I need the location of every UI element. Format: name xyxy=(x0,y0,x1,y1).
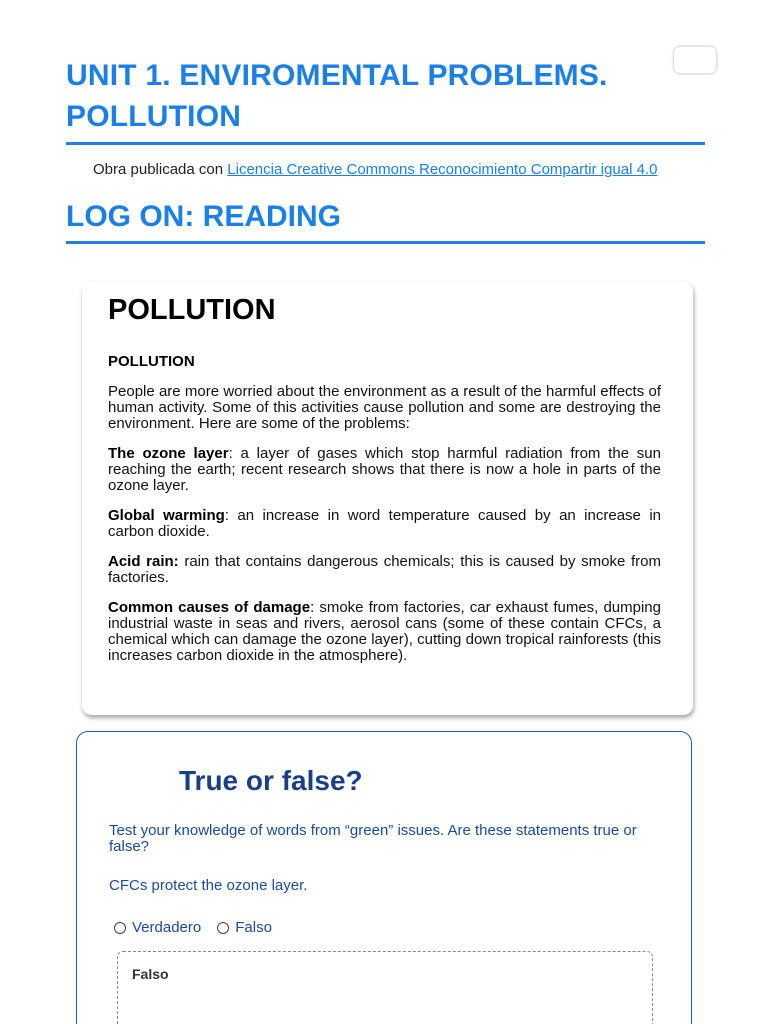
item-term: The ozone layer xyxy=(108,445,229,462)
item-acid-rain xyxy=(108,554,661,586)
radio-falso[interactable] xyxy=(217,922,229,934)
reading-content xyxy=(108,293,661,678)
item-text: : a layer of gases which stop harmful radiation from the sun reaching the earth; recent research shows that there is now a hole in parts of the ozone layer. xyxy=(108,445,661,494)
unit-title: UNIT 1. ENVIROMENTAL PROBLEMS. POLLUTION xyxy=(66,59,608,133)
intro-paragraph: People are more worried about the environment as a result of the harmful effects of human activity. Some of this activities cause pollution and some are destroying the environment. Here are some of the problems: xyxy=(108,383,661,432)
quiz-title: True or false? xyxy=(179,765,363,796)
quiz-question: CFCs protect the ozone layer. xyxy=(109,877,308,894)
item-text: : smoke from factories, car exhaust fumes, dumping industrial waste in seas and rivers, aerosol cans (some of these contain CFCs, a chemical which can damage the ozone layer), cutting down tropical rainforests (this increases carbon dioxide in the atmosphere). xyxy=(108,599,661,664)
answer-feedback-box xyxy=(117,951,653,1024)
section-title: LOG ON: READING xyxy=(66,200,341,233)
option-label: Verdadero xyxy=(132,919,202,936)
answer-label: Falso xyxy=(132,966,169,982)
option-falso[interactable] xyxy=(217,919,272,936)
reading-card xyxy=(82,281,693,715)
item-ozone-layer xyxy=(108,446,661,494)
quiz-description: Test your knowledge of words from “green” issues. Are these statements true or false? xyxy=(109,822,637,855)
license-notice xyxy=(93,161,657,178)
quiz-box xyxy=(76,731,692,1024)
card-title: POLLUTION xyxy=(108,294,276,326)
license-link[interactable]: Licencia Creative Commons Reconocimiento Compartir igual 4.0 xyxy=(227,161,658,178)
item-common-causes xyxy=(108,600,661,664)
radio-verdadero[interactable] xyxy=(114,922,126,934)
option-verdadero[interactable] xyxy=(114,919,201,936)
item-term: Common causes of damage xyxy=(108,599,311,616)
option-label: Falso xyxy=(235,919,272,936)
license-prefix: Obra publicada con xyxy=(93,161,228,178)
item-text: : an increase in word temperature caused by an increase in carbon dioxide. xyxy=(108,507,661,540)
item-global-warming xyxy=(108,508,661,540)
floating-menu-button[interactable] xyxy=(674,47,716,73)
answer-options xyxy=(114,919,288,936)
item-term: Acid rain: xyxy=(108,553,179,570)
item-term: Global warming xyxy=(108,507,225,524)
item-text: rain that contains dangerous chemicals; this is caused by smoke from factories. xyxy=(108,553,661,586)
section-header xyxy=(66,197,705,244)
unit-header xyxy=(66,55,705,145)
card-subtitle: POLLUTION xyxy=(108,353,195,370)
